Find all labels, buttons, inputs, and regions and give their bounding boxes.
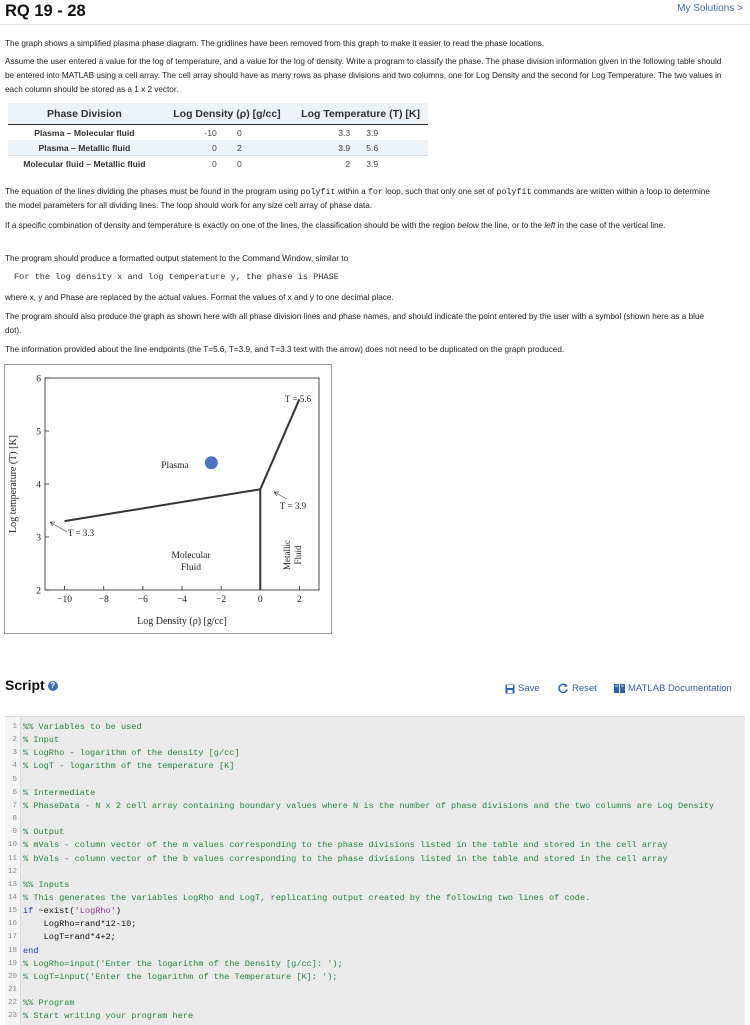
code-content — [23, 747, 240, 760]
code-token: % LogRho - logarithm of the density [g/cc] — [23, 748, 240, 759]
phase-cell: Plasma – Metallic fluid — [8, 140, 161, 156]
y-tick-label: 3 — [36, 533, 41, 544]
instruction-paragraph-format: where x, y and Phase are replaced by the actual values. Format the values of x and y to one decimal place. — [5, 293, 394, 302]
line-number: 11 — [7, 854, 17, 863]
region-label-metallic-fluid: Fluid — [293, 545, 303, 565]
text-segment: in the case of the vertical line. — [555, 221, 666, 230]
line-number: 20 — [7, 972, 17, 981]
region-label-molecular: Molecular — [171, 551, 211, 561]
text-segment: loop, such that only one set of — [382, 187, 497, 196]
region-label-plasma: Plasma — [161, 461, 189, 471]
code-token: LogRho=rand*12-10; — [23, 919, 137, 930]
output-example: For the log density x and log temperature y, the phase is PHASE — [14, 272, 339, 282]
code-content — [23, 918, 136, 931]
text-segment: within a — [335, 187, 368, 196]
code-content — [23, 997, 75, 1010]
code-content — [23, 1010, 193, 1023]
help-icon[interactable]: ? — [48, 681, 58, 691]
line-number: 5 — [12, 775, 17, 784]
code-polyfit: polyfit — [496, 187, 532, 197]
phase-division-line — [260, 399, 299, 489]
text-segment: The equation of the lines dividing the phases must be found in the program using — [5, 187, 301, 196]
code-token: % LogRho=input('Enter the logarithm of the Density [g/cc]: '); — [23, 958, 343, 969]
line-number: 8 — [12, 815, 17, 824]
table-row — [8, 156, 428, 172]
code-content — [23, 879, 69, 892]
code-content — [23, 892, 590, 905]
save-label: Save — [518, 683, 540, 694]
code-token: % This generates the variables LogRho and LogT, replicating output created by the following two lines of code. — [23, 892, 591, 903]
book-icon — [614, 684, 625, 693]
line-number: 9 — [12, 828, 17, 837]
line-number: 21 — [7, 986, 17, 994]
region-label-metallic: Metallic — [282, 540, 292, 570]
code-content — [23, 721, 142, 734]
code-token: end — [23, 945, 39, 956]
code-content — [23, 800, 714, 813]
my-solutions-link[interactable]: My Solutions > — [677, 3, 743, 14]
reset-button[interactable] — [558, 683, 597, 694]
region-label-molecular-fluid: Fluid — [180, 563, 202, 573]
code-content — [23, 734, 59, 747]
x-tick-label: −4 — [176, 595, 188, 605]
line-number: 10 — [7, 841, 17, 850]
density-max: 0 — [237, 127, 242, 138]
density-max: 0 — [237, 158, 242, 169]
save-button[interactable] — [505, 683, 540, 694]
user-point-marker — [205, 456, 218, 469]
code-token: % PhaseData - N x 2 cell array containing boundary values where N is the number of phase divisions and the two columns are Log Density — [23, 800, 715, 811]
line-number: 16 — [7, 920, 17, 929]
line-number: 23 — [7, 1012, 17, 1021]
code-token: %% Variables to be used — [23, 722, 142, 732]
table-row — [8, 125, 428, 141]
script-heading — [5, 677, 58, 693]
text-segment: the line, or to the — [478, 221, 545, 230]
code-token: % Input — [23, 735, 60, 746]
reset-icon — [558, 683, 569, 694]
y-tick-label: 4 — [36, 480, 41, 491]
code-token: % Start writing your program here — [23, 1011, 194, 1022]
instruction-paragraph-polyfit — [5, 185, 722, 213]
phase-division-line — [65, 489, 261, 521]
table-header-temperature: Log Temperature (T) [K] — [293, 103, 428, 125]
x-tick-label: −8 — [98, 595, 109, 605]
code-token: ~exist( — [38, 906, 75, 917]
code-token: LogT=rand*4+2; — [23, 932, 116, 943]
code-token: %% Program — [23, 998, 75, 1009]
text-segment: commands are written within a loop to determine the model parameters for all dividing lines. The loop should work for any size cell array of phase data. — [5, 187, 710, 210]
reset-label: Reset — [572, 683, 597, 694]
line-number: 15 — [7, 907, 17, 916]
x-tick-label: 0 — [257, 595, 263, 605]
code-token: % LogT=input('Enter the logarithm of the Temperature [K]: '); — [23, 971, 338, 982]
instruction-paragraph-graph: The program should also produce the graph as shown here with all phase division lines and phase names, and should indicate the point entered by the user with a symbol (shown here as a blue dot). — [5, 312, 705, 335]
code-token: % bVals - column vector of the b values corresponding to the phase divisions listed in the table and stored in the cell array — [23, 853, 668, 864]
header-divider — [0, 24, 750, 25]
density-max: 2 — [237, 142, 242, 153]
line-number: 1 — [12, 723, 17, 731]
script-title: Script — [5, 677, 45, 693]
page-title: RQ 19 - 28 — [5, 2, 86, 20]
line-number: 7 — [12, 801, 17, 810]
annotation-t33: T = 3.3 — [67, 528, 95, 538]
temp-min: 2 — [345, 158, 351, 169]
y-axis-label: Log temperature (T) [K] — [8, 434, 19, 534]
temp-max: 3.9 — [366, 158, 379, 169]
code-for: for — [367, 187, 383, 197]
x-tick-label: −10 — [57, 595, 73, 605]
code-content — [23, 945, 38, 958]
y-tick-label: 2 — [36, 586, 41, 597]
code-content — [23, 958, 343, 971]
phase-cell: Plasma – Molecular fluid — [8, 125, 161, 141]
annotation-arrow-t39 — [274, 492, 287, 499]
y-tick-label: 6 — [36, 374, 41, 385]
code-content — [23, 839, 668, 852]
code-token: % Output — [23, 827, 65, 838]
table-header-density: Log Density (ρ) [g/cc] — [161, 103, 293, 125]
code-token: % mVals - column vector of the m values corresponding to the phase divisions listed in the table and stored in the cell array — [23, 840, 668, 851]
code-content — [23, 931, 116, 944]
y-tick-label: 5 — [36, 427, 41, 438]
temp-max: 5.6 — [366, 142, 379, 153]
instruction-paragraph-boundary — [5, 219, 722, 233]
save-icon — [505, 684, 515, 694]
line-number: 22 — [7, 999, 17, 1008]
line-number: 14 — [7, 893, 17, 902]
annotation-t56: T = 5.6 — [284, 394, 312, 404]
x-tick-label: −6 — [137, 595, 148, 605]
phase-diagram-figure — [4, 364, 332, 634]
matlab-documentation-link[interactable] — [614, 683, 732, 694]
code-token: ) — [115, 906, 122, 917]
code-token: % Intermediate — [23, 787, 96, 798]
docs-label: MATLAB Documentation — [628, 683, 732, 694]
x-tick-label: 2 — [297, 595, 302, 605]
x-tick-label: −2 — [216, 595, 227, 605]
line-number: 13 — [7, 880, 17, 889]
text-segment: If a specific combination of density and temperature is exactly on one of the lines, the classification should be with the region — [5, 221, 458, 230]
line-number: 3 — [12, 749, 17, 758]
code-editor[interactable] — [5, 716, 745, 1025]
density-min: 0 — [212, 142, 217, 153]
phase-division-table — [8, 103, 428, 171]
line-number: 19 — [7, 959, 17, 968]
code-content — [23, 787, 95, 800]
code-content — [23, 760, 234, 773]
density-min: 0 — [212, 158, 217, 169]
annotation-arrow-t33 — [50, 522, 67, 532]
code-content — [23, 971, 338, 984]
phase-cell: Molecular fluid – Metallic fluid — [8, 156, 161, 172]
x-axis-label: Log Density (ρ) [g/cc] — [137, 616, 227, 627]
code-polyfit: polyfit — [300, 187, 336, 197]
temp-max: 3.9 — [366, 127, 379, 138]
line-number: 4 — [12, 762, 17, 771]
code-content — [23, 853, 668, 866]
code-token: %% Inputs — [23, 879, 70, 890]
table-header-phase: Phase Division — [8, 103, 161, 125]
line-number: 17 — [7, 933, 17, 942]
code-token: % LogT - logarithm of the temperature [K] — [23, 761, 235, 772]
temp-min: 3.9 — [338, 142, 351, 153]
emphasis-left: left — [544, 221, 556, 230]
code-content — [23, 905, 121, 918]
phase-diagram-chart — [5, 365, 331, 633]
code-content — [23, 826, 64, 839]
emphasis-below: below — [457, 221, 479, 230]
instruction-paragraph-endpoints: The information provided about the line endpoints (the T=5.6, T=3.9, and T=3.3 text with the arrow) does not need to be duplicated on the graph produced. — [5, 345, 565, 354]
annotation-t39: T = 3.9 — [279, 501, 307, 511]
code-token: 'LogRho' — [74, 906, 116, 917]
instruction-paragraph-output: The program should produce a formatted output statement to the Command Window, similar to — [5, 254, 349, 263]
table-row — [8, 140, 428, 156]
density-min: -10 — [204, 127, 217, 138]
intro-paragraph-1: The graph shows a simplified plasma phase diagram. The gridlines have been removed from this graph to make it easier to read the phase locations. — [5, 39, 545, 48]
code-token: if — [23, 906, 39, 917]
line-number: 2 — [12, 736, 17, 745]
line-number: 6 — [12, 788, 17, 797]
line-number: 18 — [7, 946, 17, 955]
temp-min: 3.3 — [338, 127, 351, 138]
intro-paragraph-2: Assume the user entered a value for the log of temperature, and a value for the log of density. Write a program to classify the phase. The phase division information given in the following table should be entered into MATLAB using a cell array. The cell array should have as many rows as phase divisions and two columns, one for Log Density and the second for Log Temperature. The two values in each column should be stored as a 1 x 2 vector. — [5, 57, 722, 94]
line-number: 12 — [7, 867, 17, 876]
